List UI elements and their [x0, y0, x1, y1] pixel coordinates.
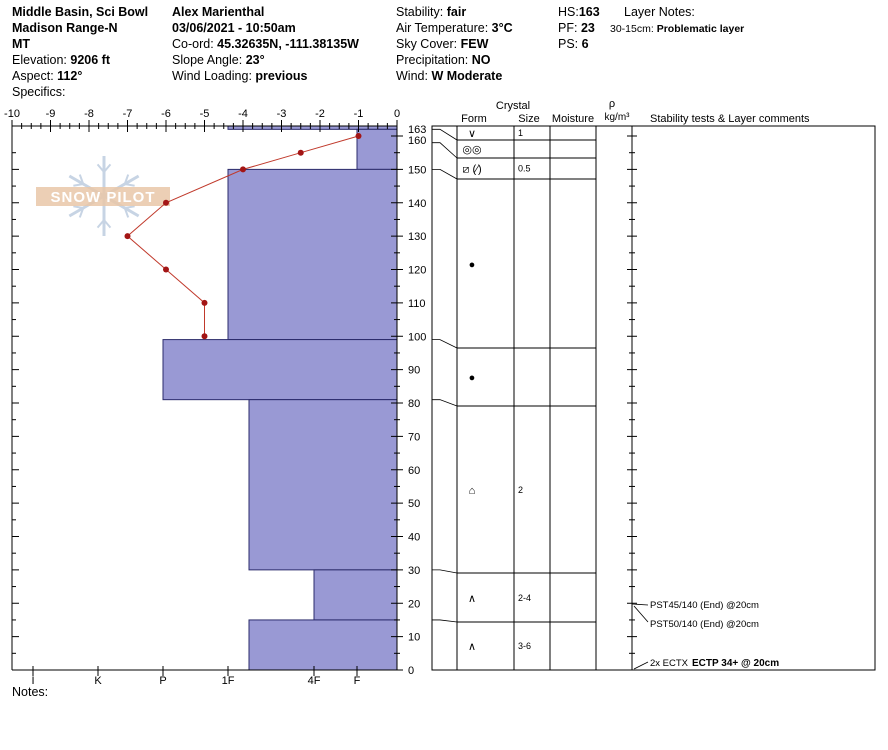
temp-tick-label: -10 — [4, 108, 20, 120]
depth-tick-label: 0 — [408, 665, 415, 677]
stability-test: ECTP 34+ @ 20cm — [692, 658, 780, 669]
depth-tick-label: 30 — [408, 564, 421, 577]
depth-tick-label: 100 — [408, 331, 427, 344]
stability-value: fair — [446, 5, 467, 19]
temperature-point — [163, 200, 169, 206]
layer-link-line — [432, 400, 457, 406]
stability-label: Stability: — [396, 5, 444, 19]
depth-tick-label: 60 — [408, 464, 421, 477]
precip-label: Precipitation: — [396, 53, 469, 67]
temperature-point — [240, 166, 246, 172]
rho-header: ρ — [608, 98, 616, 110]
hardness-tick-label: K — [94, 675, 102, 687]
stability-test-prefix: 2x ECTX — [650, 658, 689, 669]
crystal-size: 2 — [518, 485, 524, 495]
air-temp-label: Air Temperature: — [396, 21, 489, 35]
temp-tick-label: -5 — [199, 108, 210, 120]
crystal-form: ◎◎ — [462, 144, 482, 156]
layer-link-line — [432, 340, 457, 348]
test-pointer — [634, 662, 648, 669]
temp-tick-label: -7 — [122, 108, 133, 120]
snowflake-branch — [73, 206, 83, 208]
hardness-bar — [357, 129, 397, 169]
table-frame — [432, 126, 875, 670]
crystal-header: Crystal — [495, 100, 531, 112]
wind-loading-label: Wind Loading: — [172, 69, 252, 83]
hardness-bar — [249, 400, 397, 570]
depth-tick-label: 10 — [408, 631, 421, 644]
coord-label: Co-ord: — [172, 37, 214, 51]
wind-loading-value: previous — [255, 69, 308, 83]
hs-label: HS: — [558, 5, 579, 19]
sky-value: FEW — [460, 37, 489, 51]
depth-tick-label: 140 — [408, 197, 427, 210]
depth-tick-label: 110 — [408, 297, 426, 310]
temp-tick-label: -1 — [353, 108, 364, 120]
temperature-point — [356, 133, 362, 139]
temperature-point — [202, 333, 208, 339]
coord-value: 45.32635N, -111.38135W — [217, 37, 359, 51]
crystal-form: ⌂ — [468, 485, 476, 497]
crystal-form: ⧄ (⁄) — [462, 163, 482, 176]
layer-link-line — [432, 129, 457, 140]
temp-tick-label: -9 — [45, 108, 56, 120]
slope-value: 23° — [245, 53, 265, 67]
specifics-label: Specifics: — [12, 85, 66, 99]
ps-label: PS: — [558, 37, 579, 51]
crystal-form: ● — [468, 259, 476, 271]
depth-tick-label: 130 — [408, 231, 427, 244]
hardness-tick-label: I — [31, 675, 35, 687]
test-pointer — [632, 604, 648, 605]
state-name: MT — [12, 37, 31, 51]
precip-value: NO — [471, 53, 491, 67]
depth-tick-label: 40 — [408, 531, 421, 544]
crystal-size: 2-4 — [518, 593, 532, 603]
snowflake-branch — [125, 184, 135, 186]
crystal-form: ∧ — [467, 641, 477, 653]
layer-note-text: Problematic layer — [656, 23, 745, 35]
crystal-form: ∨ — [467, 128, 477, 140]
hardness-tick-label: 4F — [307, 675, 321, 687]
observer-name: Alex Marienthal — [172, 5, 265, 19]
sky-label: Sky Cover: — [396, 37, 458, 51]
snowpilot-logo — [36, 156, 170, 236]
crystal-form: ● — [468, 372, 476, 384]
temperature-point — [202, 300, 208, 306]
layer-link-line — [432, 570, 457, 573]
form-header: Form — [461, 113, 487, 125]
location-name: Middle Basin, Sci Bowl — [12, 5, 149, 19]
temp-tick-label: -2 — [315, 108, 325, 120]
depth-tick-label: 70 — [408, 431, 421, 444]
layer-note-range: 30-15cm: — [610, 23, 654, 35]
snowflake-branch — [125, 206, 135, 208]
temperature-point — [163, 267, 169, 273]
logo-text: SNOW PILOT — [50, 189, 156, 206]
wind-label: Wind: — [396, 69, 428, 83]
hardness-bar — [228, 126, 397, 129]
crystal-size: 1 — [518, 128, 524, 138]
depth-tick-label: 120 — [408, 264, 427, 277]
crystal-size: 3-6 — [518, 641, 532, 651]
hardness-bar — [163, 340, 397, 400]
temp-tick-label: -6 — [161, 108, 171, 120]
layer-link-line — [432, 143, 457, 158]
ps-value: 6 — [581, 37, 589, 51]
notes-label: Notes: — [12, 685, 49, 699]
hs-value: 163 — [578, 5, 600, 19]
depth-tick-label: 90 — [408, 364, 421, 377]
layer-notes-label: Layer Notes: — [624, 5, 695, 19]
observation-datetime: 03/06/2021 - 10:50am — [172, 21, 296, 35]
hardness-bar — [228, 169, 397, 339]
hardness-tick-label: 1F — [221, 675, 235, 687]
air-temp-value: 3°C — [491, 21, 513, 35]
slope-label: Slope Angle: — [172, 53, 243, 67]
range-name: Madison Range-N — [12, 21, 118, 35]
hardness-bar — [249, 620, 397, 670]
pf-value: 23 — [580, 21, 595, 35]
hardness-profile — [163, 126, 397, 670]
crystal-size: 0.5 — [518, 163, 531, 174]
pf-label: PF: — [558, 21, 578, 35]
temp-tick-label: -3 — [276, 108, 287, 120]
stability-test: PST45/140 (End) @20cm — [650, 600, 759, 611]
crystal-form: ∧ — [467, 593, 477, 605]
density-header: kg/m³ — [604, 112, 630, 123]
depth-tick-label: 80 — [408, 398, 421, 411]
temp-tick-label: 0 — [393, 108, 401, 120]
hardness-bar — [314, 570, 397, 620]
depth-tick-label: 50 — [408, 498, 421, 511]
temperature-point — [125, 233, 131, 239]
depth-tick-label: 160 — [408, 135, 427, 148]
elevation-label: Elevation: — [12, 53, 67, 67]
test-pointer — [634, 606, 648, 622]
elevation-value: 9206 ft — [70, 53, 110, 67]
aspect-value: 112° — [57, 69, 83, 83]
hardness-tick-label: P — [159, 675, 167, 687]
hardness-tick-label: F — [353, 675, 361, 687]
snowflake-branch — [73, 184, 83, 186]
layer-table — [432, 98, 875, 670]
stability-header: Stability tests & Layer comments — [650, 113, 810, 125]
temp-tick-label: -4 — [238, 108, 248, 120]
aspect-label: Aspect: — [12, 69, 54, 83]
temp-tick-label: -8 — [84, 108, 94, 120]
moisture-header: Moisture — [551, 113, 595, 125]
depth-tick-label: 150 — [408, 164, 427, 177]
stability-test: PST50/140 (End) @20cm — [650, 619, 759, 630]
depth-tick-label: 163 — [408, 124, 427, 136]
temperature-point — [298, 150, 304, 156]
wind-value: W Moderate — [431, 69, 503, 83]
layer-link-line — [432, 169, 457, 179]
depth-tick-label: 20 — [408, 598, 421, 611]
layer-link-line — [432, 620, 457, 622]
size-header: Size — [518, 113, 540, 125]
